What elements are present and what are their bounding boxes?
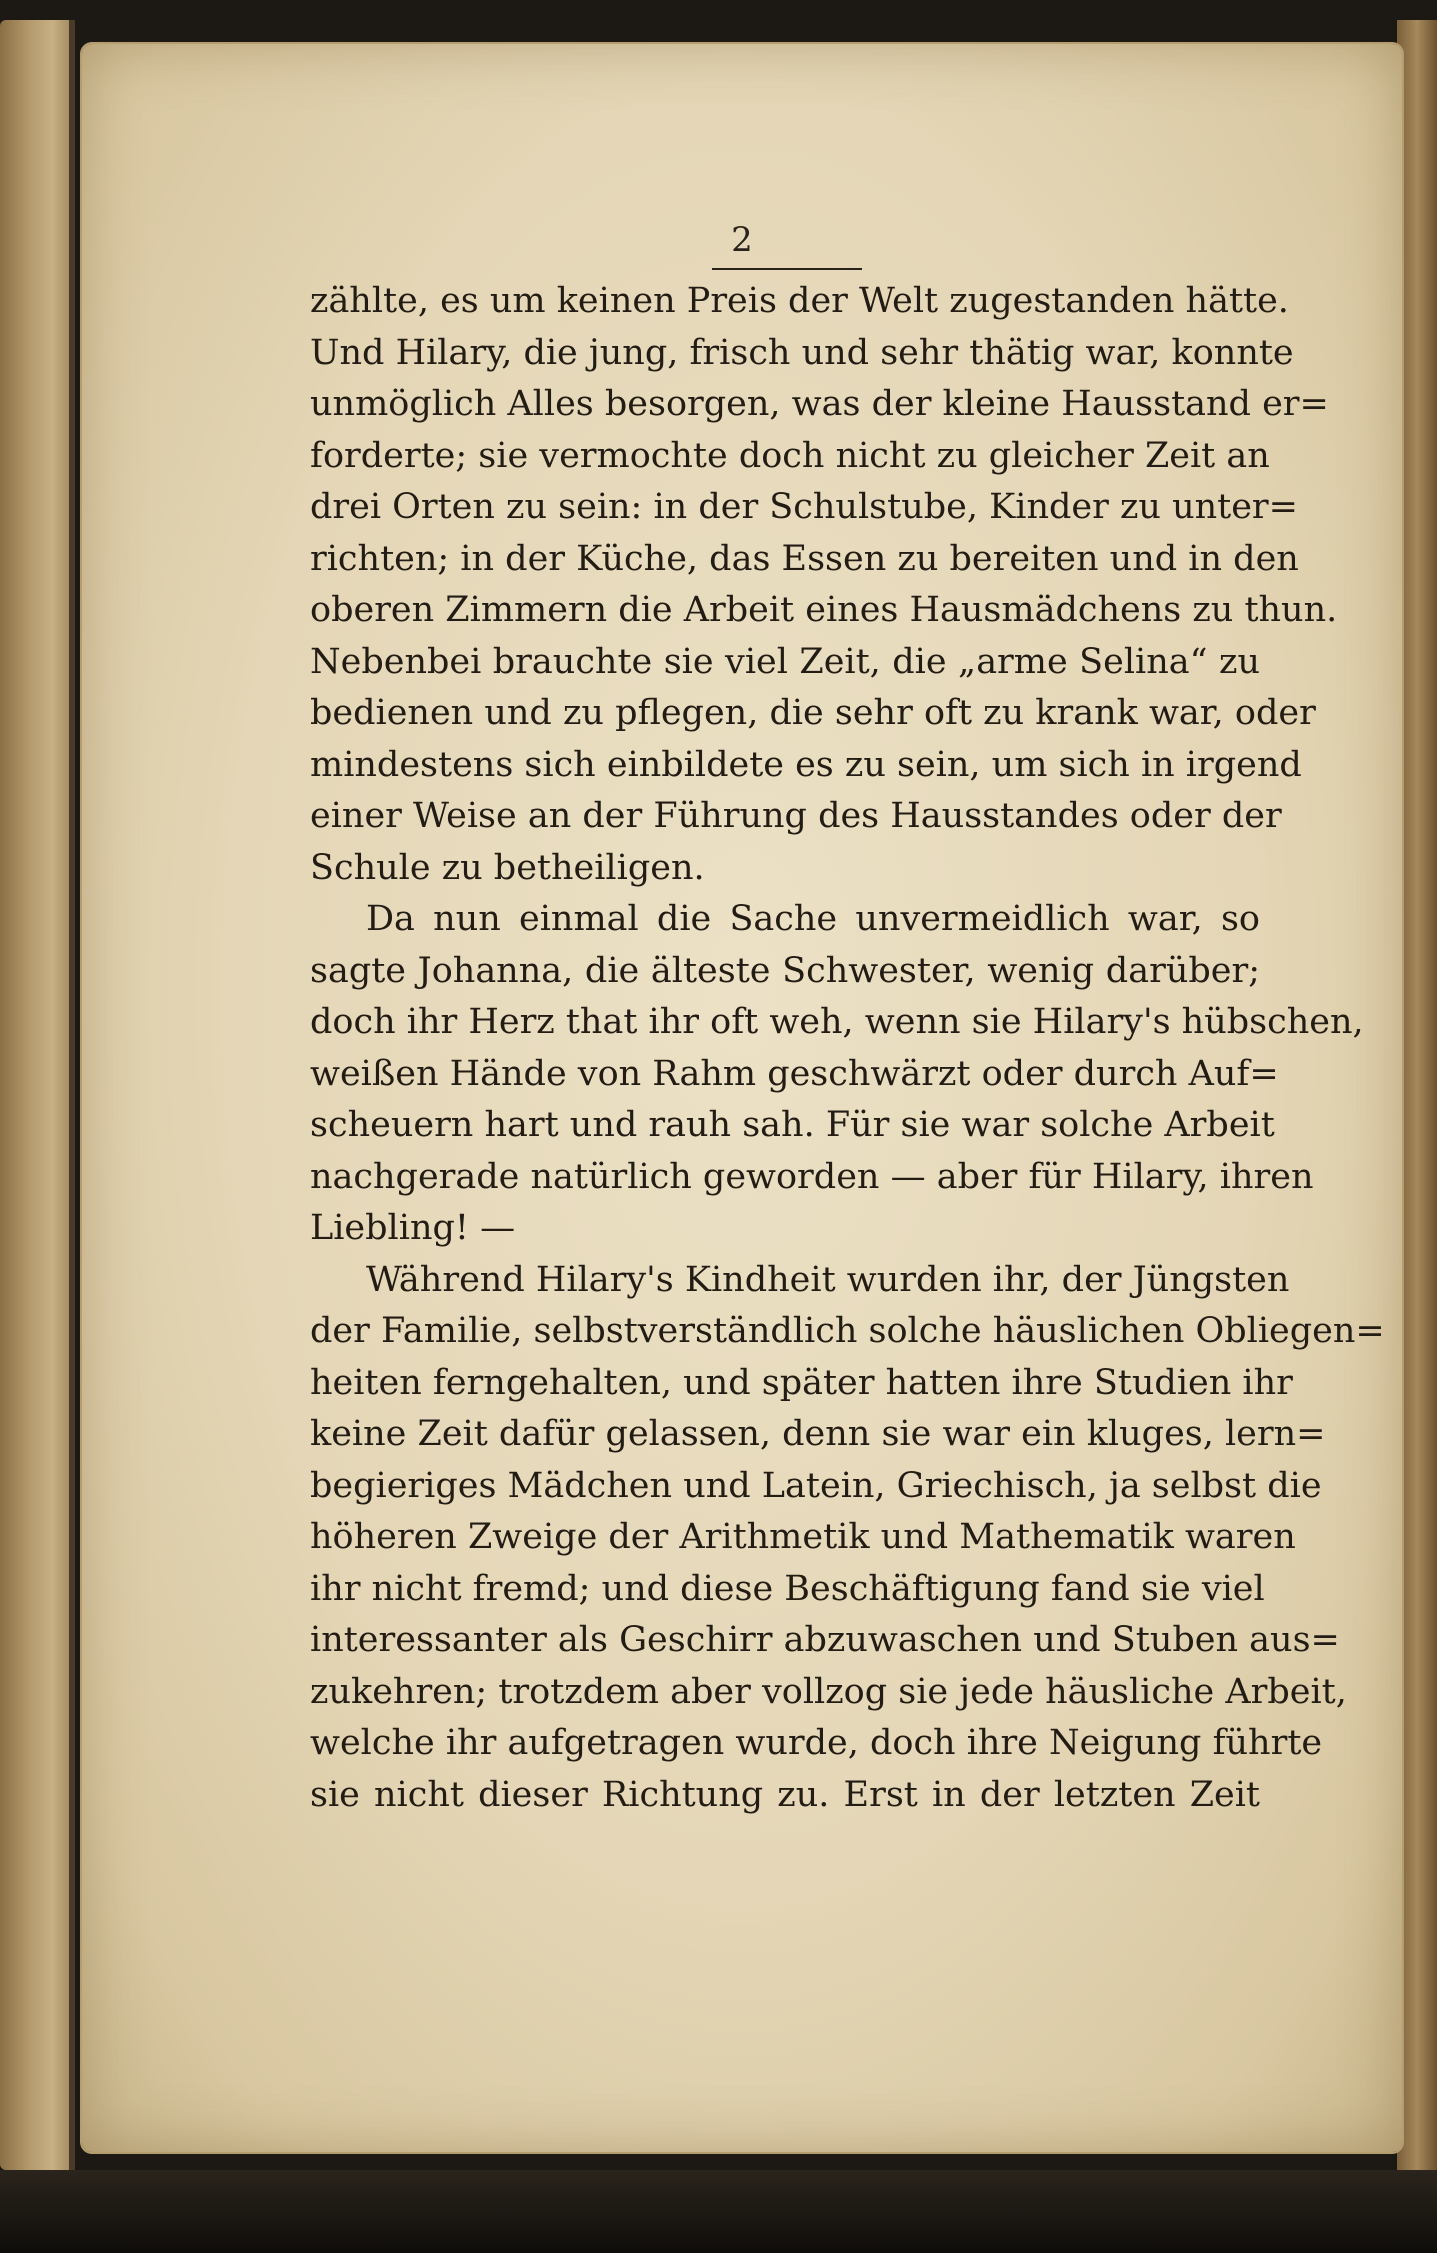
text-line: doch ihr Herz that ihr oft weh, wenn sie Hilary's hübschen, bbox=[310, 1002, 1364, 1042]
page-number-rule-wrap bbox=[712, 254, 862, 270]
text-line: richten; in der Küche, das Essen zu bereiten und in den bbox=[310, 538, 1299, 579]
text-line: bedienen und zu pflegen, die sehr oft zu krank war, oder bbox=[310, 693, 1316, 733]
paragraph-2 bbox=[310, 894, 1364, 1255]
text-line: nachgerade natürlich geworden — aber für Hilary, ihren bbox=[310, 1156, 1314, 1197]
text-line: drei Orten zu sein: in der Schulstube, Kinder zu unter= bbox=[310, 487, 1298, 527]
bottom-edge bbox=[0, 2170, 1437, 2253]
page-number-rule bbox=[712, 268, 862, 270]
text-line: scheuern hart und rauh sah. Für sie war solche Arbeit bbox=[310, 1105, 1275, 1145]
text-line: Und Hilary, die jung, frisch und sehr thätig war, konnte bbox=[310, 332, 1294, 373]
right-book-board bbox=[1397, 20, 1437, 2170]
text-line: welche ihr aufgetragen wurde, doch ihre Neigung führte bbox=[310, 1723, 1323, 1763]
left-book-board bbox=[0, 20, 75, 2170]
text-line: oberen Zimmern die Arbeit eines Hausmädchens zu thun. bbox=[310, 590, 1338, 630]
text-line: unmöglich Alles besorgen, was der kleine Hausstand er= bbox=[310, 384, 1329, 424]
text-line: einer Weise an der Führung des Hausstandes oder der bbox=[310, 796, 1282, 836]
text-line: keine Zeit dafür gelassen, denn sie war ein kluges, lern= bbox=[310, 1414, 1326, 1454]
text-line: höheren Zweige der Arithmetik und Mathematik waren bbox=[310, 1517, 1296, 1557]
text-line: forderte; sie vermochte doch nicht zu gleicher Zeit an bbox=[310, 435, 1270, 476]
text-line: Da nun einmal die Sache unvermeidlich war, so bbox=[366, 899, 1260, 939]
text-line: Schule zu betheiligen. bbox=[310, 847, 705, 888]
text-line: Während Hilary's Kindheit wurden ihr, der Jüngsten bbox=[366, 1259, 1290, 1300]
text-line: Liebling! — bbox=[310, 1208, 516, 1248]
text-line: ihr nicht fremd; und diese Beschäftigung fand sie viel bbox=[310, 1568, 1265, 1609]
body-text bbox=[310, 276, 1385, 1821]
text-line: begieriges Mädchen und Latein, Griechisch, ja selbst die bbox=[310, 1465, 1322, 1506]
text-line: sie nicht dieser Richtung zu. Erst in der letzten Zeit bbox=[310, 1774, 1260, 1815]
text-line: interessanter als Geschirr abzuwaschen und Stuben aus= bbox=[310, 1620, 1340, 1660]
book-page bbox=[82, 44, 1402, 2152]
text-line: mindestens sich einbildete es zu sein, um sich in irgend bbox=[310, 744, 1302, 785]
page-number: 2 bbox=[731, 220, 753, 260]
text-line: zählte, es um keinen Preis der Welt zugestanden hätte. bbox=[310, 281, 1289, 321]
text-line: der Familie, selbstverständlich solche häuslichen Obliegen= bbox=[310, 1311, 1385, 1351]
text-line: weißen Hände von Rahm geschwärzt oder durch Auf= bbox=[310, 1053, 1279, 1094]
text-line: Nebenbei brauchte sie viel Zeit, die „arme Selina“ zu bbox=[310, 641, 1260, 682]
paragraph-3 bbox=[310, 1255, 1385, 1822]
text-line: zukehren; trotzdem aber vollzog sie jede häusliche Arbeit, bbox=[310, 1671, 1347, 1712]
text-line: heiten ferngehalten, und später hatten ihre Studien ihr bbox=[310, 1362, 1293, 1403]
paragraph-1 bbox=[310, 276, 1338, 894]
text-line: sagte Johanna, die älteste Schwester, wenig darüber; bbox=[310, 950, 1260, 991]
